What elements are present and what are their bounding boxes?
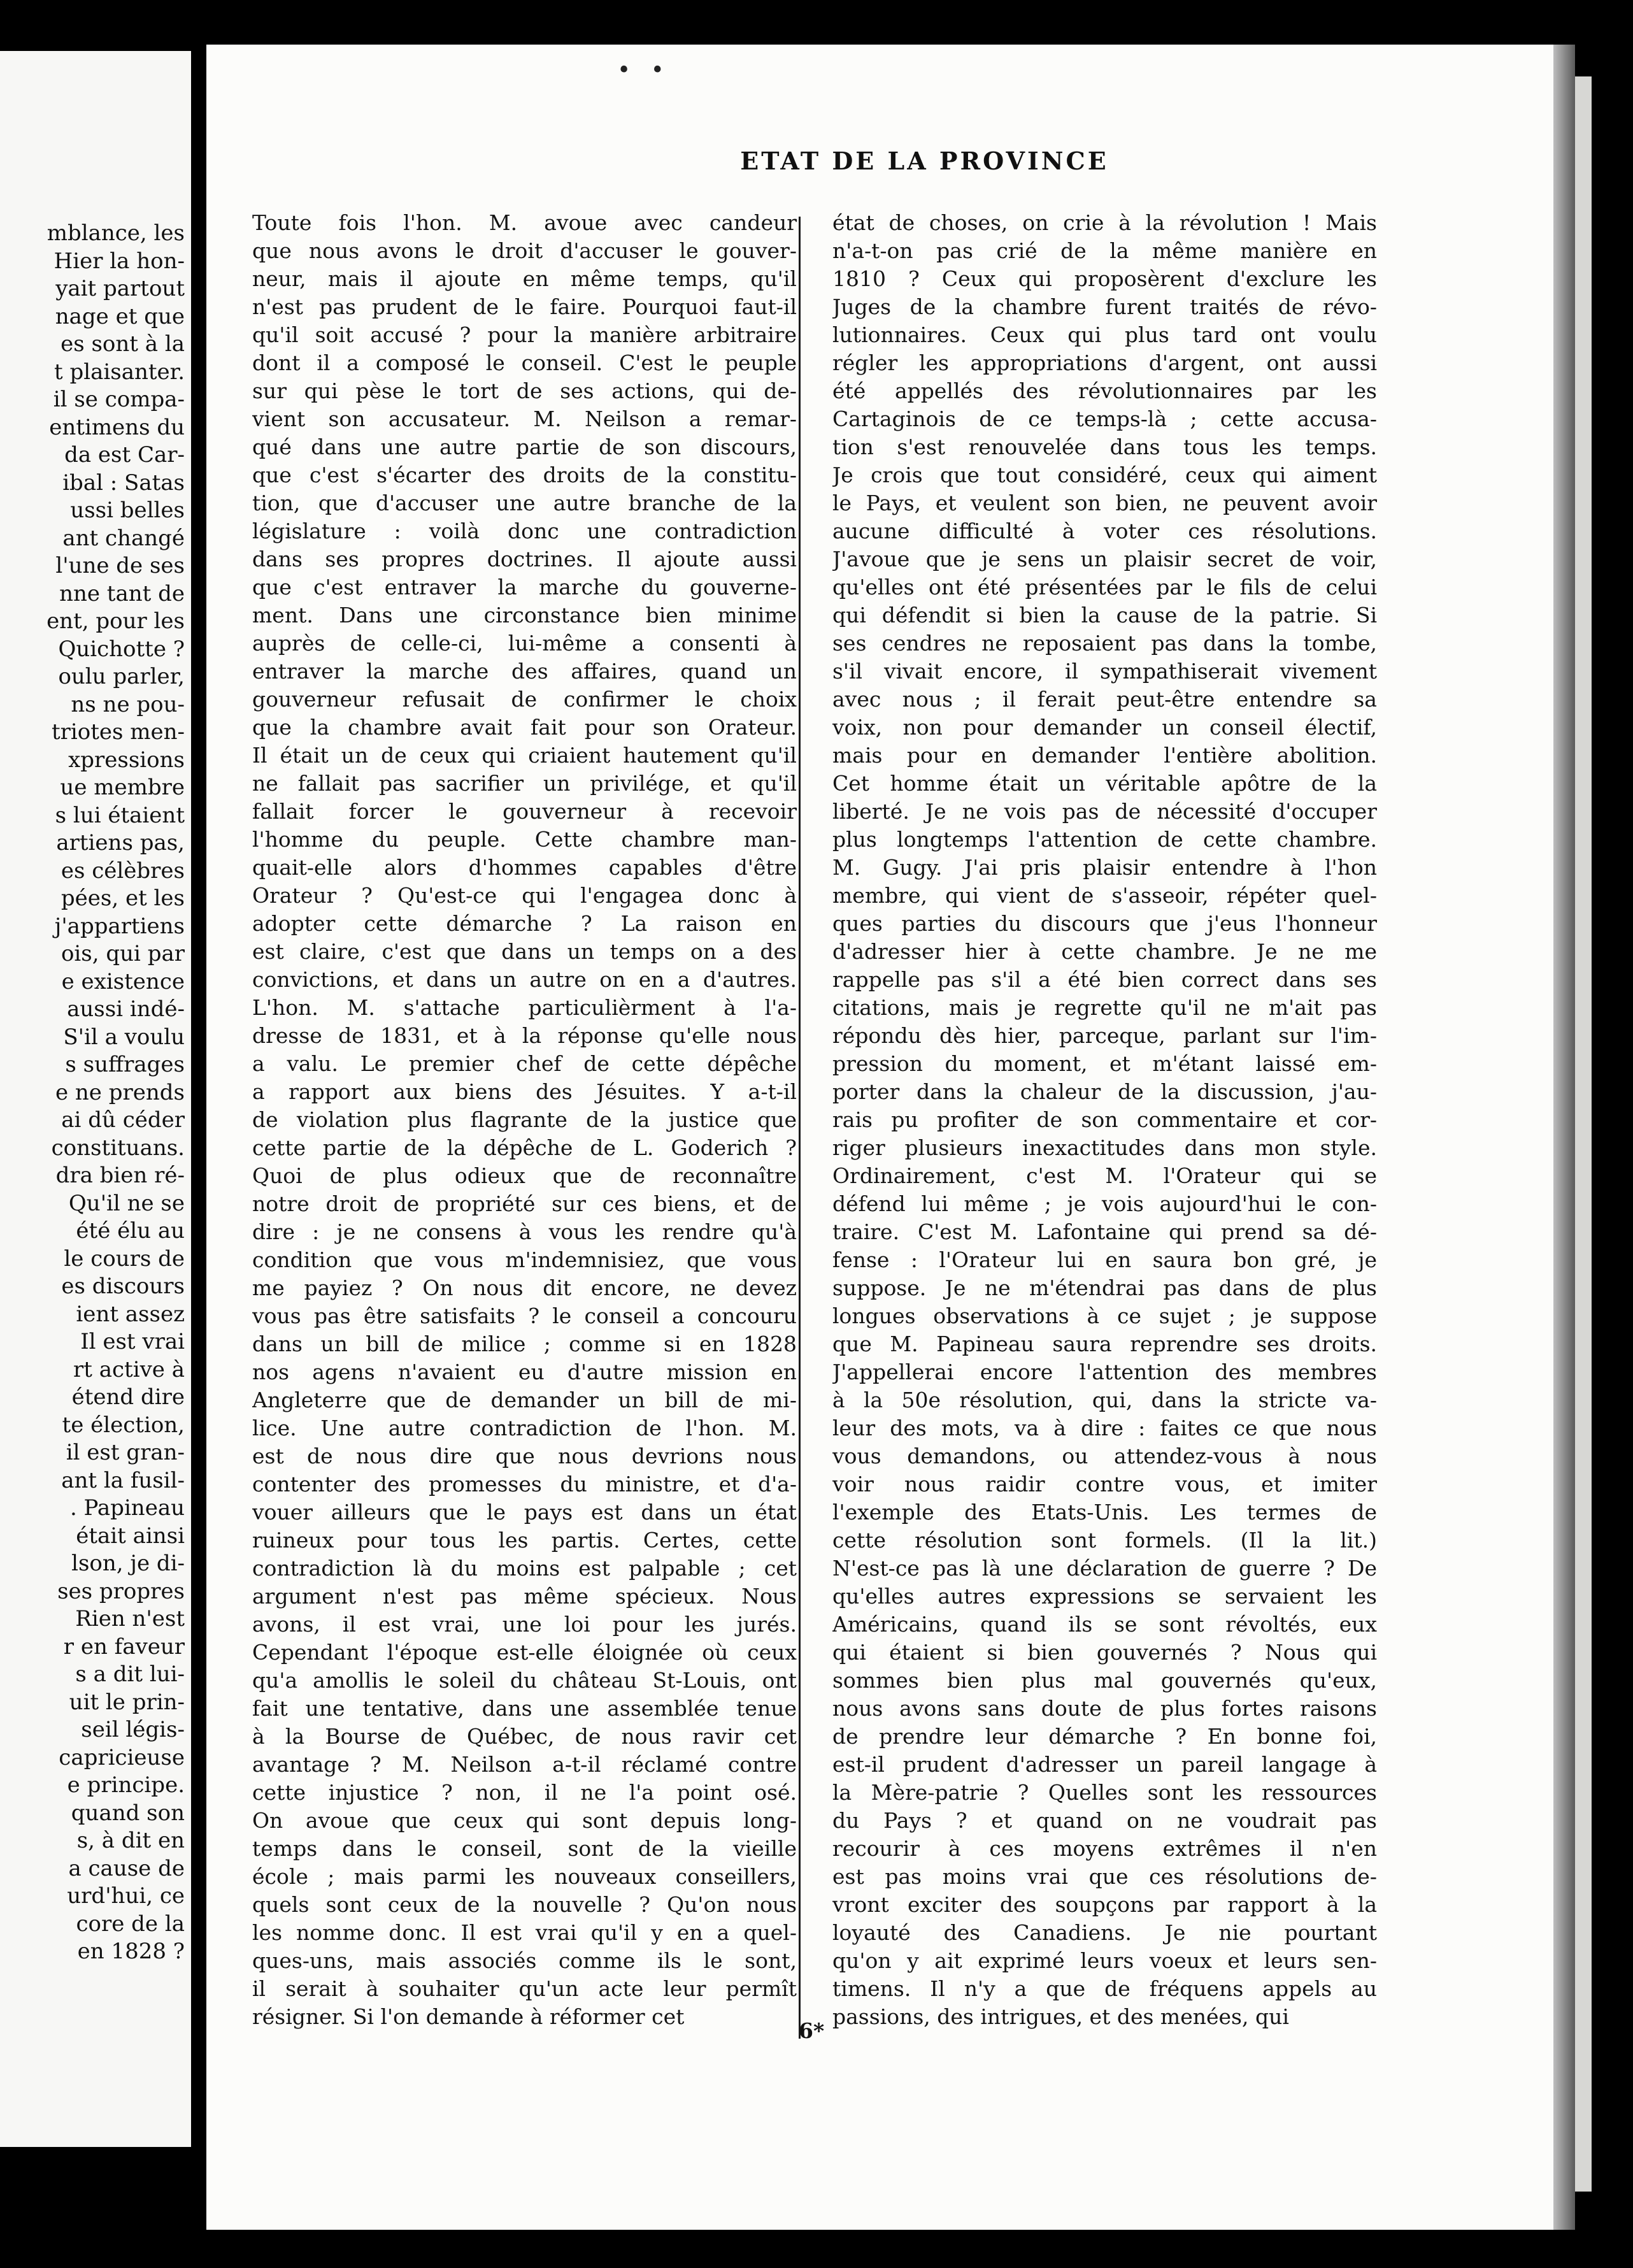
text-line: Angleterre que de demander un bill de mi- — [252, 1388, 797, 1412]
fragment-line: Il est vrai — [80, 1329, 185, 1354]
fragment-line: nne tant de — [59, 580, 185, 606]
text-line: il serait à souhaiter qu'un acte leur permît — [252, 1976, 797, 2001]
text-line: qu'elles ont été présentées par le fils de celui — [832, 575, 1377, 599]
text-line: nos agens n'avaient eu d'autre mission en — [252, 1360, 797, 1384]
text-line: n'est pas prudent de le faire. Pourquoi faut-il — [252, 294, 797, 319]
fragment-line: il se compa- — [53, 387, 185, 412]
previous-page-fragment — [0, 51, 191, 2147]
text-line: sur qui pèse le tort de ses actions, qui de- — [252, 378, 797, 403]
text-line: fait une tentative, dans une assemblée tenue — [252, 1696, 797, 1721]
text-line: qu'elles autres expressions se servaient les — [832, 1584, 1377, 1609]
text-line: loyauté des Canadiens. Je nie pourtant — [832, 1920, 1377, 1945]
fragment-line: lson, je di- — [71, 1551, 185, 1576]
text-line: leur des mots, va à dire : faites ce que nous — [832, 1416, 1377, 1440]
fragment-line: ient assez — [76, 1301, 185, 1327]
fragment-line: Rien n'est — [75, 1606, 185, 1632]
text-line: On avoue que ceux qui sont depuis long- — [252, 1808, 797, 1833]
text-line: s'il vivait encore, il sympathiserait vivement — [832, 659, 1377, 684]
text-line: Juges de la chambre furent traités de révo- — [832, 294, 1377, 319]
text-line: état de choses, on crie à la révolution ! Mais — [832, 210, 1377, 235]
page-edge-shadow — [1553, 45, 1575, 2230]
text-line: est pas moins vrai que ces résolutions de- — [832, 1864, 1377, 1889]
text-line: défend lui même ; je vois aujourd'hui le con- — [832, 1191, 1377, 1216]
text-line: L'hon. M. s'attache particulièrment à l'a- — [252, 995, 797, 1020]
text-line: cette partie de la dépêche de L. Goderich ? — [252, 1135, 797, 1160]
text-line: Américains, quand ils se sont révoltés, eux — [832, 1612, 1377, 1637]
text-line: convictions, et dans un autre on en a d'autres. — [252, 967, 797, 992]
previous-page-text — [0, 220, 191, 1966]
text-line: dans ses propres doctrines. Il ajoute aussi — [252, 547, 797, 571]
text-line: qui défendit si bien la cause de la patrie. Si — [832, 603, 1377, 628]
text-line: d'adresser hier à cette chambre. Je ne me — [832, 939, 1377, 964]
text-line: du Pays ? et quand on ne voudrait pas — [832, 1808, 1377, 1833]
fragment-line: Hier la hon- — [53, 248, 185, 274]
text-line: sommes bien plus mal gouvernés qu'eux, — [832, 1668, 1377, 1693]
text-line: le Pays, et veulent son bien, ne peuvent avoir — [832, 491, 1377, 515]
text-line: régler les appropriations d'argent, ont aussi — [832, 350, 1377, 375]
text-line: Orateur ? Qu'est-ce qui l'engagea donc à — [252, 883, 797, 908]
text-line: fense : l'Orateur lui en saura bon gré, je — [832, 1247, 1377, 1272]
text-line: ques-uns, mais associés comme ils le sont, — [252, 1948, 797, 1973]
fragment-line: da est Car- — [64, 442, 185, 468]
text-line: qu'il soit accusé ? pour la manière arbitraire — [252, 322, 797, 347]
text-line: fallait forcer le gouverneur à recevoir — [252, 799, 797, 824]
text-line: avec nous ; il ferait peut-être entendre sa — [832, 687, 1377, 712]
fragment-line: aussi indé- — [67, 996, 185, 1022]
fragment-line: r en faveur — [63, 1633, 185, 1660]
text-line: temps dans le conseil, sont de la vieille — [252, 1836, 797, 1861]
fragment-line: es célèbres — [61, 858, 185, 884]
fragment-line: été élu au — [76, 1218, 185, 1244]
fragment-line: artiens pas, — [56, 830, 185, 856]
top-marks: • • — [617, 57, 671, 83]
text-column-right — [832, 209, 1377, 2031]
text-line: liberté. Je ne vois pas de nécessité d'occuper — [832, 799, 1377, 824]
text-line: vous demandons, ou attendez-vous à nous — [832, 1444, 1377, 1468]
text-line: ses cendres ne reposaient pas dans la tombe, — [832, 631, 1377, 656]
text-line: tion s'est renouvelée dans tous les temps. — [832, 434, 1377, 459]
fragment-line: il est gran- — [66, 1440, 185, 1465]
text-line: rappelle pas s'il a été bien correct dans ses — [832, 967, 1377, 992]
fragment-line: nage et que — [55, 303, 185, 329]
fragment-line: urd'hui, ce — [67, 1883, 185, 1909]
fragment-line: uit le prin- — [69, 1689, 185, 1715]
fragment-line: oulu parler, — [58, 664, 185, 689]
text-line: longues observations à ce sujet ; je suppose — [832, 1303, 1377, 1328]
text-line: auprès de celle-ci, lui-même a consenti à — [252, 631, 797, 656]
fragment-line: core de la — [76, 1911, 185, 1937]
text-line: été appellés des révolutionnaires par les — [832, 378, 1377, 403]
text-line: entraver la marche des affaires, quand un — [252, 659, 797, 684]
fragment-line: xpressions — [68, 747, 185, 773]
text-line: neur, mais il ajoute en même temps, qu'il — [252, 266, 797, 291]
text-line: Quoi de plus odieux que de reconnaître — [252, 1163, 797, 1188]
page-edge — [1575, 76, 1592, 2192]
column-rule — [799, 217, 801, 2039]
fragment-line: dra bien ré- — [55, 1163, 185, 1188]
text-line: 1810 ? Ceux qui proposèrent d'exclure les — [832, 266, 1377, 291]
text-line: dire : je ne consens à vous les rendre qu'à — [252, 1219, 797, 1244]
text-line: porter dans la chaleur de la discussion, j'au- — [832, 1079, 1377, 1104]
text-line: recourir à ces moyens extrêmes il n'en — [832, 1836, 1377, 1861]
text-line: suppose. Je ne m'étendrai pas dans de plus — [832, 1275, 1377, 1300]
fragment-line: t plaisanter. — [54, 359, 185, 385]
text-line: citations, mais je regrette qu'il ne m'ait pas — [832, 995, 1377, 1020]
text-line: rais pu profiter de son commentaire et cor- — [832, 1107, 1377, 1132]
text-line: argument n'est pas même spécieux. Nous — [252, 1584, 797, 1609]
text-line: Cartaginois de ce temps-là ; cette accusa- — [832, 406, 1377, 431]
text-line: cette injustice ? non, il ne l'a point osé. — [252, 1780, 797, 1805]
text-column-left — [252, 209, 797, 2031]
text-line: dont il a composé le conseil. C'est le peuple — [252, 350, 797, 375]
fragment-line: ant la fusil- — [61, 1467, 185, 1493]
text-line: Ordinairement, c'est M. l'Orateur qui se — [832, 1163, 1377, 1188]
text-line: quait-elle alors d'hommes capables d'être — [252, 855, 797, 880]
text-line: voix, non pour demander un conseil électif, — [832, 715, 1377, 740]
page-gutter — [191, 51, 205, 2147]
text-line: condition que vous m'indemnisiez, que vous — [252, 1247, 797, 1272]
text-line: Toute fois l'hon. M. avoue avec candeur — [252, 210, 797, 235]
text-line: lice. Une autre contradiction de l'hon. M. — [252, 1416, 797, 1440]
fragment-line: a cause de — [68, 1855, 185, 1881]
text-line: timens. Il n'y a que de fréquens appels au — [832, 1976, 1377, 2001]
text-line: est claire, c'est que dans un temps on a des — [252, 939, 797, 964]
text-line: vient son accusateur. M. Neilson a remar- — [252, 406, 797, 431]
fragment-line: s, à dit en — [76, 1828, 185, 1853]
fragment-line: es sont à la — [61, 331, 185, 357]
fragment-line: l'une de ses — [55, 553, 185, 578]
fragment-line: le cours de — [64, 1245, 185, 1272]
text-line: que nous avons le droit d'accuser le gouver- — [252, 238, 797, 263]
text-line: vront exciter des soupçons par rapport à la — [832, 1892, 1377, 1917]
fragment-line: e ne prends — [55, 1079, 185, 1105]
fragment-line: rt active à — [73, 1356, 185, 1382]
text-line: me payiez ? On nous dit encore, ne devez — [252, 1275, 797, 1300]
fragment-line: Qu'il ne se — [68, 1190, 185, 1216]
fragment-line: es discours — [61, 1274, 185, 1299]
text-line: qu'on y ait exprimé leurs voeux et leurs sen- — [832, 1948, 1377, 1973]
fragment-line: te élection, — [62, 1412, 185, 1438]
text-line: avons, il est vrai, une loi pour les jurés. — [252, 1612, 797, 1637]
fragment-line: en 1828 ? — [77, 1939, 185, 1964]
fragment-line: ussi belles — [70, 498, 185, 523]
text-line: dresse de 1831, et à la réponse qu'elle nous — [252, 1023, 797, 1048]
fragment-line: e principe. — [67, 1772, 185, 1798]
text-line: dans un bill de milice ; comme si en 1828 — [252, 1331, 797, 1356]
text-line: mais pour en demander l'entière abolition. — [832, 743, 1377, 768]
text-line: de prendre leur démarche ? En bonne foi, — [832, 1724, 1377, 1749]
fragment-line: yait partout — [55, 276, 185, 301]
text-line: vous pas être satisfaits ? le conseil a concouru — [252, 1303, 797, 1328]
text-line: ruineux pour tous les partis. Certes, cette — [252, 1528, 797, 1553]
text-line: l'exemple des Etats-Unis. Les termes de — [832, 1500, 1377, 1525]
fragment-line: j'appartiens — [54, 913, 185, 939]
running-head: ETAT DE LA PROVINCE — [740, 147, 1109, 175]
fragment-line: ue membre — [60, 775, 185, 800]
text-line: tion, que d'accuser une autre branche de la — [252, 491, 797, 515]
text-line: J'avoue que je sens un plaisir secret de voir, — [832, 547, 1377, 571]
text-line: résigner. Si l'on demande à réformer cet — [252, 2004, 685, 2029]
text-line: est de nous dire que nous devrions nous — [252, 1444, 797, 1468]
text-line: qui étaient si bien gouvernés ? Nous qui — [832, 1640, 1377, 1665]
fragment-line: quand son — [71, 1800, 185, 1826]
page-signature-mark: 6* — [799, 2018, 825, 2043]
text-line: notre droit de propriété sur ces biens, et de — [252, 1191, 797, 1216]
fragment-line: ibal : Satas — [62, 470, 185, 496]
fragment-line: . Papineau — [69, 1495, 185, 1521]
text-line: Cependant l'époque est-elle éloignée où ceux — [252, 1640, 797, 1665]
text-line: a rapport aux biens des Jésuites. Y a-t-il — [252, 1079, 797, 1104]
fragment-line: capricieuse — [59, 1744, 185, 1770]
text-line: quels sont ceux de la nouvelle ? Qu'on nous — [252, 1892, 797, 1917]
text-line: vouer ailleurs que le pays est dans un état — [252, 1500, 797, 1525]
text-line: ment. Dans une circonstance bien minime — [252, 603, 797, 628]
fragment-line: étend dire — [71, 1384, 185, 1410]
text-line: J'appellerai encore l'attention des membres — [832, 1360, 1377, 1384]
fragment-line: s a dit lui- — [75, 1662, 185, 1687]
text-line: voir nous raidir contre vous, et imiter — [832, 1472, 1377, 1496]
fragment-line: entimens du — [49, 414, 185, 440]
fragment-line: était ainsi — [76, 1523, 185, 1549]
text-line: que M. Papineau saura reprendre ses droits. — [832, 1331, 1377, 1356]
text-line: gouverneur refusait de confirmer le choix — [252, 687, 797, 712]
text-line: Il était un de ceux qui criaient hautement qu'il — [252, 743, 797, 768]
text-line: n'a-t-on pas crié de la même manière en — [832, 238, 1377, 263]
fragment-line: ses propres — [57, 1578, 185, 1604]
text-line: la Mère-patrie ? Quelles sont les ressources — [832, 1780, 1377, 1805]
fragment-line: s suffrages — [65, 1052, 185, 1077]
text-line: qu'a amollis le soleil du château St-Louis, ont — [252, 1668, 797, 1693]
text-line: répondu dès hier, parceque, parlant sur l'im- — [832, 1023, 1377, 1048]
text-line: que la chambre avait fait pour son Orateur. — [252, 715, 797, 740]
text-line: nous avons sans doute de plus fortes raisons — [832, 1696, 1377, 1721]
text-line: ne fallait pas sacrifier un privilége, et qu'il — [252, 771, 797, 796]
text-line: à la 50e résolution, qui, dans la stricte va- — [832, 1388, 1377, 1412]
text-line: a valu. Le premier chef de cette dépêche — [252, 1051, 797, 1076]
page — [206, 45, 1553, 2230]
fragment-line: mblance, les — [46, 220, 185, 246]
text-line: passions, des intrigues, et des menées, qui — [832, 2004, 1289, 2029]
text-line: contradiction là du moins est palpable ; cet — [252, 1556, 797, 1581]
fragment-line: constituans. — [51, 1135, 185, 1161]
text-line: membre, qui vient de s'asseoir, répéter quel- — [832, 883, 1377, 908]
text-line: pression du moment, et m'étant laissé em- — [832, 1051, 1377, 1076]
text-line: aucune difficulté à voter ces résolutions. — [832, 519, 1377, 543]
text-line: école ; mais parmi les nouveaux conseillers, — [252, 1864, 797, 1889]
text-line: est-il prudent d'adresser un pareil langage à — [832, 1752, 1377, 1777]
text-line: l'homme du peuple. Cette chambre man- — [252, 827, 797, 852]
text-line: qué dans une autre partie de son discours, — [252, 434, 797, 459]
fragment-line: ant changé — [62, 525, 185, 551]
text-line: lutionnaires. Ceux qui plus tard ont voulu — [832, 322, 1377, 347]
fragment-line: seil légis- — [81, 1717, 185, 1742]
fragment-line: ent, pour les — [46, 608, 185, 634]
text-line: que c'est entraver la marche du gouverne- — [252, 575, 797, 599]
text-line: traire. C'est M. Lafontaine qui prend sa dé- — [832, 1219, 1377, 1244]
text-line: de violation plus flagrante de la justice que — [252, 1107, 797, 1132]
text-line: Cet homme était un véritable apôtre de la — [832, 771, 1377, 796]
text-line: à la Bourse de Québec, de nous ravir cet — [252, 1724, 797, 1749]
fragment-line: triotes men- — [51, 719, 185, 745]
fragment-line: ois, qui par — [61, 941, 185, 966]
fragment-line: e existence — [61, 968, 185, 994]
text-line: Je crois que tout considéré, ceux qui aiment — [832, 463, 1377, 487]
text-line: les nomme donc. Il est vrai qu'il y en a quel- — [252, 1920, 797, 1945]
text-line: N'est-ce pas là une déclaration de guerre ? De — [832, 1556, 1377, 1581]
text-line: législature : voilà donc une contradiction — [252, 519, 797, 543]
fragment-line: s lui étaient — [55, 802, 185, 828]
text-line: M. Gugy. J'ai pris plaisir entendre à l'hon — [832, 855, 1377, 880]
text-line: contenter des promesses du ministre, et d'a- — [252, 1472, 797, 1496]
fragment-line: Quichotte ? — [58, 636, 185, 662]
fragment-line: ns ne pou- — [71, 691, 185, 717]
fragment-line: S'il a voulu — [63, 1024, 185, 1050]
text-line: cette résolution sont formels. (Il la lit.) — [832, 1528, 1377, 1553]
text-line: ques parties du discours que j'eus l'honneur — [832, 911, 1377, 936]
fragment-line: ai dû céder — [61, 1107, 185, 1133]
fragment-line: pées, et les — [61, 886, 185, 911]
text-line: plus longtemps l'attention de cette chambre. — [832, 827, 1377, 852]
text-line: avantage ? M. Neilson a-t-il réclamé contre — [252, 1752, 797, 1777]
text-line: que c'est s'écarter des droits de la constitu- — [252, 463, 797, 487]
text-line: adopter cette démarche ? La raison en — [252, 911, 797, 936]
text-line: riger plusieurs inexactitudes dans mon style. — [832, 1135, 1377, 1160]
